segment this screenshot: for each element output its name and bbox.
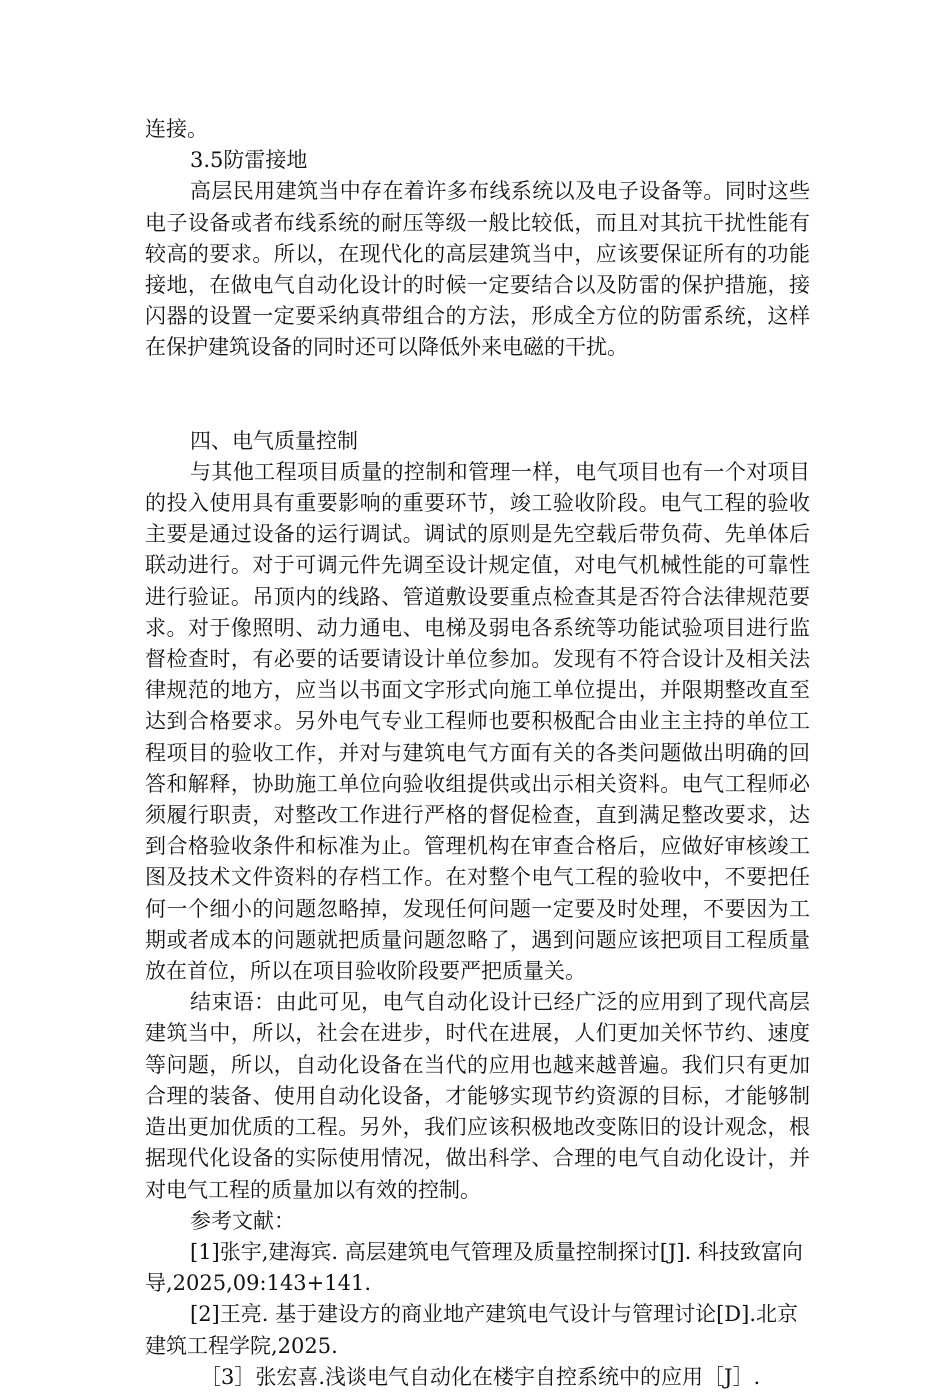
document-page (145, 114, 810, 1393)
section-3-5-paragraph: 高层民用建筑当中存在着许多布线系统以及电子设备等。同时这些电子设备或者布线系统的耐压等级一般比较低，而且对其抗干扰性能有较高的要求。所以，在现代化的高层建筑当中，应该要保证所有的功能接地，在做电气自动化设计的时候一定要结合以及防雷的保护措施，接闪器的设置一定要采纳真带组合的方法，形成全方位的防雷系统，这样在保护建筑设备的同时还可以降低外来电磁的干扰。 (145, 179, 810, 360)
reference-item-2: [2]王亮. 基于建设方的商业地产建筑电气设计与管理讨论[D].北京建筑工程学院,2025. (145, 1302, 798, 1358)
section-gap (145, 364, 810, 426)
section-4-paragraph: 与其他工程项目质量的控制和管理一样，电气项目也有一个对项目的投入使用具有重要影响的重要环节，竣工验收阶段。电气工程的验收主要是通过设备的运行调试。调试的原则是先空载后带负荷、先单体后联动进行。对于可调元件先调至设计规定值，对电气机械性能的可靠性进行验证。吊顶内的线路、管道敷设要重点检查其是否符合法律规范要求。对于像照明、动力通电、电梯及弱电各系统等功能试验项目进行监督检查时，有必要的话要请设计单位参加。发现有不符合设计及相关法律规范的地方，应当以书面文字形式向施工单位提出，并限期整改直至达到合格要求。另外电气专业工程师也要积极配合由业主主持的单位工程项目的验收工作，并对与建筑电气方面有关的各类问题做出明确的回答和解释，协助施工单位向验收组提供或出示相关资料。电气工程师必须履行职责，对整改工作进行严格的督促检查，直到满足整改要求，达到合格验收条件和标准为止。管理机构在审查合格后，应做好审核竣工图及技术文件资料的存档工作。在对整个电气工程的验收中，不要把任何一个细小的问题忽略掉，发现任何问题一定要及时处理，不要因为工期或者成本的问题就把质量问题忽略了，遇到问题应该把项目工程质量放在首位，所以在项目验收阶段要严把质量关。 (145, 459, 810, 984)
lead-fragment: 连接。 (145, 117, 208, 141)
conclusion-paragraph: 结束语：由此可见，电气自动化设计已经广泛的应用到了现代高层建筑当中，所以，社会在进步，时代在进展，人们更加关怀节约、速度等问题，所以，自动化设备在当代的应用也越来越普遍。我们只有更加合理的装备、使用自动化设备，才能够实现节约资源的目标，才能够制造出更加优质的工程。另外，我们应该积极地改变陈旧的设计观念，根据现代化设备的实际使用情况，做出科学、合理的电气自动化设计，并对电气工程的质量加以有效的控制。 (145, 990, 810, 1202)
reference-item-1: [1]张宇,建海宾. 高层建筑电气管理及质量控制探讨[J]. 科技致富向导,2025,09:143+141. (145, 1239, 803, 1296)
reference-item-3: ［3］张宏喜.浅谈电气自动化在楼宇自控系统中的应用［J］. (200, 1364, 761, 1389)
section-3-5-heading: 3.5防雷接地 (190, 148, 308, 173)
references-heading: 参考文献： (190, 1208, 295, 1233)
section-4-heading: 四、电气质量控制 (190, 428, 358, 453)
